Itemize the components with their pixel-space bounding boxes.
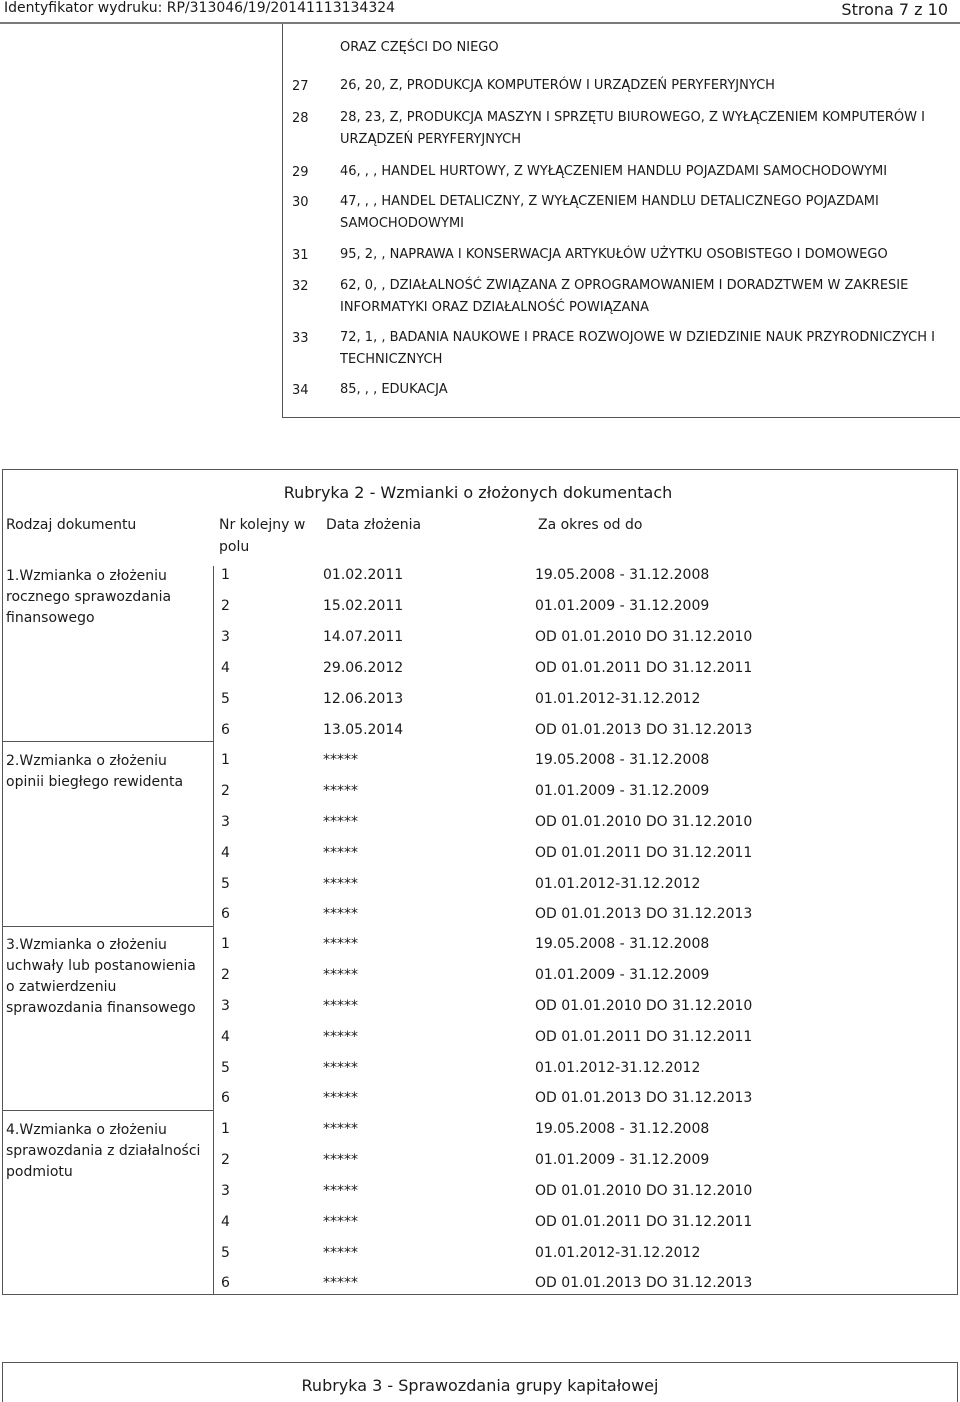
row-period: 01.01.2012-31.12.2012 (535, 1245, 701, 1261)
row-date: ***** (323, 876, 358, 892)
row-period: OD 01.01.2013 DO 31.12.2013 (535, 906, 753, 922)
pkd-row-text: 28, 23, Z, PRODUKCJA MASZYN I SPRZĘTU BIUROWEGO, Z WYŁĄCZENIEM KOMPUTERÓW I URZĄDZEŃ PERYFERYJNYCH (340, 110, 925, 147)
row-date: ***** (323, 1121, 358, 1137)
pkd-row-number: 33 (292, 331, 309, 346)
row-period: 19.05.2008 - 31.12.2008 (535, 936, 710, 952)
pkd-row-number: 30 (292, 195, 309, 210)
pkd-row-text: 26, 20, Z, PRODUKCJA KOMPUTERÓW I URZĄDZEŃ PERYFERYJNYCH (340, 78, 775, 93)
column-header-doc-type: Rodzaj dokumentu (6, 517, 137, 533)
row-date: ***** (323, 814, 358, 830)
row-number: 3 (221, 1183, 230, 1199)
row-period: OD 01.01.2011 DO 31.12.2011 (535, 845, 753, 861)
row-number: 3 (221, 629, 230, 645)
row-number: 4 (221, 845, 230, 861)
pkd-row-text: 46, , , HANDEL HURTOWY, Z WYŁĄCZENIEM HANDLU POJAZDAMI SAMOCHODOWYMI (340, 164, 888, 179)
row-period: OD 01.01.2011 DO 31.12.2011 (535, 1214, 753, 1230)
row-date: ***** (323, 906, 358, 922)
row-date: 01.02.2011 (323, 567, 404, 583)
row-number: 4 (221, 1214, 230, 1230)
row-number: 1 (221, 1121, 230, 1137)
pkd-row-text: 95, 2, , NAPRAWA I KONSERWACJA ARTYKUŁÓW UŻYTKU OSOBISTEGO I DOMOWEGO (340, 247, 888, 262)
row-date: ***** (323, 845, 358, 861)
row-number: 1 (221, 567, 230, 583)
row-number: 6 (221, 906, 230, 922)
pkd-row-number: 28 (292, 111, 309, 126)
row-number: 5 (221, 876, 230, 892)
row-number: 2 (221, 598, 230, 614)
row-number: 6 (221, 1090, 230, 1106)
pkd-row-number: 32 (292, 279, 309, 294)
row-period: 01.01.2009 - 31.12.2009 (535, 783, 710, 799)
row-period: OD 01.01.2013 DO 31.12.2013 (535, 1090, 753, 1106)
pkd-row-number: 27 (292, 79, 309, 94)
pkd-row-text: 85, , , EDUKACJA (340, 382, 448, 397)
row-period: 01.01.2012-31.12.2012 (535, 876, 701, 892)
group-divider (2, 1110, 214, 1111)
row-period: OD 01.01.2011 DO 31.12.2011 (535, 1029, 753, 1045)
row-period: OD 01.01.2013 DO 31.12.2013 (535, 1275, 753, 1291)
row-period: 01.01.2012-31.12.2012 (535, 1060, 701, 1076)
row-date: ***** (323, 1214, 358, 1230)
pkd-row-text: 62, 0, , DZIAŁALNOŚĆ ZWIĄZANA Z OPROGRAMOWANIEM I DORADZTWEM W ZAKRESIE INFORMATYKI ORAZ DZIAŁALNOŚĆ POWIĄZANA (340, 278, 909, 315)
row-period: OD 01.01.2010 DO 31.12.2010 (535, 1183, 753, 1199)
document-type-label: 1.Wzmianka o złożeniu rocznego sprawozdania finansowego (6, 568, 172, 626)
row-period: OD 01.01.2010 DO 31.12.2010 (535, 629, 753, 645)
row-period: OD 01.01.2011 DO 31.12.2011 (535, 660, 753, 676)
row-date: ***** (323, 1152, 358, 1168)
column-divider (213, 566, 214, 1295)
group-divider (2, 741, 214, 742)
row-period: OD 01.01.2010 DO 31.12.2010 (535, 998, 753, 1014)
pkd-row-text: 47, , , HANDEL DETALICZNY, Z WYŁĄCZENIEM HANDLU DETALICZNEGO POJAZDAMI SAMOCHODOWYMI (340, 194, 879, 231)
document-type-label: 3.Wzmianka o złożeniu uchwały lub postanowienia o zatwierdzeniu sprawozdania finansowego (6, 937, 196, 1016)
row-date: ***** (323, 936, 358, 952)
print-identifier: Identyfikator wydruku: RP/313046/19/20141113134324 (4, 0, 396, 16)
row-date: ***** (323, 783, 358, 799)
document-type-label: 2.Wzmianka o złożeniu opinii biegłego rewidenta (6, 753, 184, 790)
row-number: 4 (221, 1029, 230, 1045)
column-header-period: Za okres od do (538, 517, 643, 533)
row-number: 2 (221, 783, 230, 799)
row-number: 6 (221, 722, 230, 738)
pkd-continuation-text: ORAZ CZĘŚCI DO NIEGO (340, 40, 499, 55)
row-number: 1 (221, 752, 230, 768)
row-period: 01.01.2009 - 31.12.2009 (535, 967, 710, 983)
row-period: 19.05.2008 - 31.12.2008 (535, 567, 710, 583)
row-date: ***** (323, 1245, 358, 1261)
row-date: ***** (323, 967, 358, 983)
row-date: 29.06.2012 (323, 660, 404, 676)
pkd-row-number: 34 (292, 383, 309, 398)
row-date: ***** (323, 752, 358, 768)
row-date: ***** (323, 1183, 358, 1199)
row-period: OD 01.01.2010 DO 31.12.2010 (535, 814, 753, 830)
row-date: 14.07.2011 (323, 629, 404, 645)
row-period: 19.05.2008 - 31.12.2008 (535, 752, 710, 768)
group-reports-section-title: Rubryka 3 - Sprawozdania grupy kapitałowej (301, 1376, 659, 1395)
row-number: 3 (221, 998, 230, 1014)
row-period: 01.01.2012-31.12.2012 (535, 691, 701, 707)
row-number: 5 (221, 1060, 230, 1076)
row-number: 3 (221, 814, 230, 830)
row-number: 5 (221, 691, 230, 707)
column-header-seq-no: Nr kolejny w polu (219, 517, 306, 555)
pkd-row-number: 29 (292, 165, 309, 180)
row-date: ***** (323, 998, 358, 1014)
row-number: 2 (221, 1152, 230, 1168)
row-date: ***** (323, 1060, 358, 1076)
documents-section-title: Rubryka 2 - Wzmianki o złożonych dokumentach (283, 483, 673, 502)
row-number: 1 (221, 936, 230, 952)
row-period: OD 01.01.2013 DO 31.12.2013 (535, 722, 753, 738)
row-number: 5 (221, 1245, 230, 1261)
row-date: ***** (323, 1275, 358, 1291)
document-type-label: 4.Wzmianka o złożeniu sprawozdania z działalności podmiotu (6, 1122, 201, 1180)
page-indicator: Strona 7 z 10 (841, 0, 948, 19)
row-period: 01.01.2009 - 31.12.2009 (535, 598, 710, 614)
pkd-row-text: 72, 1, , BADANIA NAUKOWE I PRACE ROZWOJOWE W DZIEDZINIE NAUK PRZYRODNICZYCH I TECHNICZNYCH (340, 330, 935, 367)
row-period: 19.05.2008 - 31.12.2008 (535, 1121, 710, 1137)
group-divider (2, 926, 214, 927)
row-date: 13.05.2014 (323, 722, 404, 738)
row-date: 15.02.2011 (323, 598, 404, 614)
row-period: 01.01.2009 - 31.12.2009 (535, 1152, 710, 1168)
row-date: 12.06.2013 (323, 691, 404, 707)
row-number: 2 (221, 967, 230, 983)
row-number: 4 (221, 660, 230, 676)
pkd-row-number: 31 (292, 248, 309, 263)
row-number: 6 (221, 1275, 230, 1291)
row-date: ***** (323, 1029, 358, 1045)
column-header-date: Data złożenia (326, 517, 422, 533)
row-date: ***** (323, 1090, 358, 1106)
